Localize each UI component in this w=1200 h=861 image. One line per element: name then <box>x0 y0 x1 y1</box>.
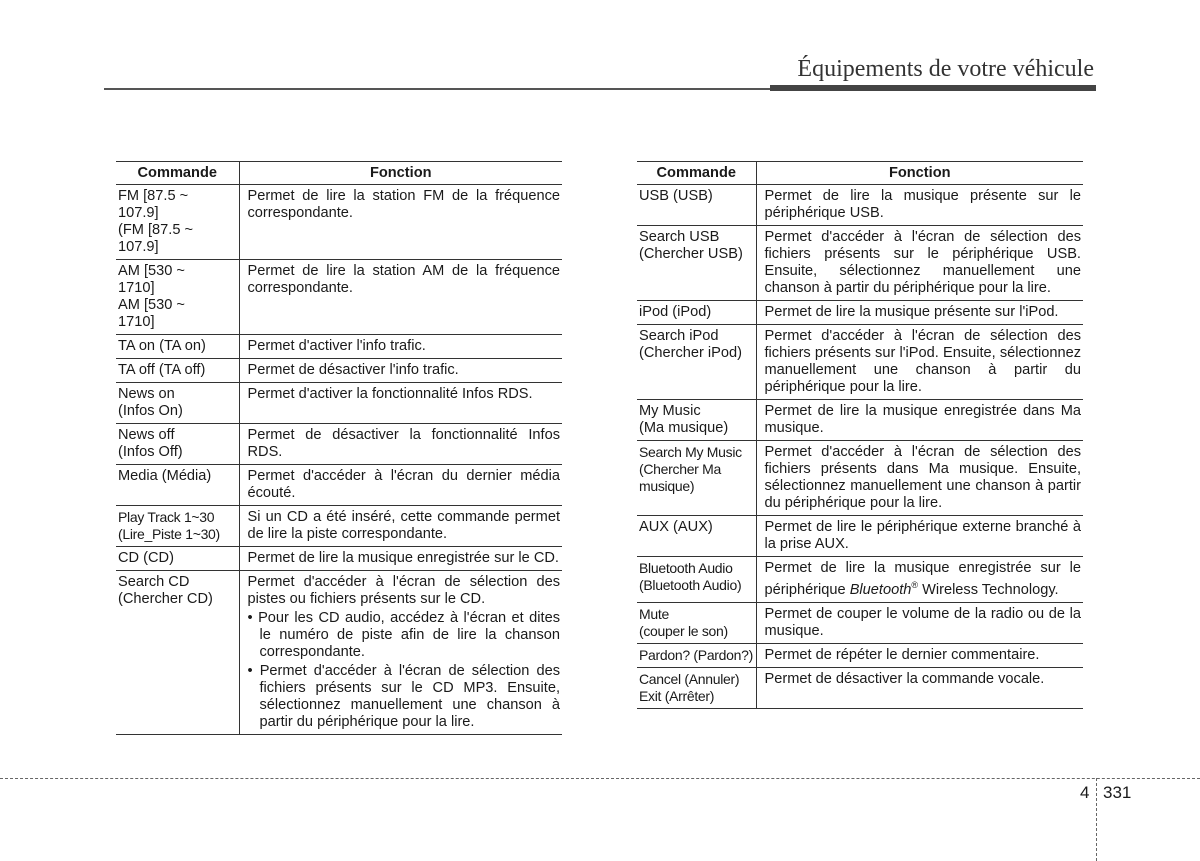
table-row <box>637 516 1083 557</box>
function-text: Permet de désactiver la fonctionnalité Infos RDS. <box>247 427 560 460</box>
function-cell <box>756 557 1083 603</box>
page-number: 331 <box>1103 783 1132 802</box>
command-cell <box>116 260 239 335</box>
command-text: (Chercher Ma <box>639 461 721 477</box>
function-cell <box>239 424 562 465</box>
command-text: Exit (Arrêter) <box>639 687 715 704</box>
command-cell <box>116 571 239 735</box>
function-cell <box>239 465 562 506</box>
table-row <box>116 260 562 335</box>
bullet-text: Permet d'accéder à l'écran de sélection des fichiers présents sur le CD MP3. Ensuite, sélectionnez manuellement une chanson à partir du périphérique pour la lire. <box>259 663 560 730</box>
function-text: Wireless Technology. <box>918 581 1059 598</box>
function-cell <box>756 185 1083 226</box>
command-text: (Lire_Piste 1~30) <box>118 526 220 542</box>
command-text: AUX (AUX) <box>639 519 713 535</box>
command-cell <box>116 424 239 465</box>
table-row <box>637 602 1083 643</box>
function-text: Permet d'accéder à l'écran de sélection des fichiers présents sur l'iPod. Ensuite, sélectionnez manuellement une chanson à partir du périphérique pour la lire. <box>764 328 1081 395</box>
command-text: (FM [87.5 ~ <box>118 222 194 238</box>
function-cell <box>756 325 1083 400</box>
command-cell <box>637 325 756 400</box>
command-cell <box>637 557 756 603</box>
command-text: FM [87.5 ~ <box>118 188 189 204</box>
table-row <box>116 571 562 735</box>
function-text: Permet d'accéder à l'écran de sélection des fichiers présents sur le périphérique USB. Ensuite, sélectionnez manuellement une chanson à partir du périphérique pour la lire. <box>764 229 1081 296</box>
table-row <box>637 325 1083 400</box>
command-text: Search USB <box>639 229 720 245</box>
function-text: Permet de lire la station FM de la fréquence correspondante. <box>247 188 560 221</box>
table-row <box>637 226 1083 301</box>
function-text: Permet de lire la musique enregistrée sur le CD. <box>247 550 559 566</box>
command-cell <box>637 667 756 708</box>
bullet-item <box>248 610 561 661</box>
command-table-left <box>116 161 562 735</box>
header-rule-accent <box>770 85 1096 91</box>
command-table-right <box>637 161 1083 709</box>
footer-divider <box>1096 778 1097 861</box>
command-text: My Music <box>639 403 701 419</box>
command-cell <box>637 185 756 226</box>
table-row <box>637 441 1083 516</box>
table-row <box>116 506 562 547</box>
function-text: Permet de désactiver la commande vocale. <box>764 670 1045 687</box>
column-header-command: Commande <box>116 162 239 185</box>
command-text: Bluetooth Audio <box>639 560 733 576</box>
table-row <box>637 185 1083 226</box>
function-cell <box>239 359 562 383</box>
table-row <box>637 400 1083 441</box>
function-text: Permet d'activer l'info trafic. <box>247 338 426 354</box>
function-cell <box>239 506 562 547</box>
command-text: iPod (iPod) <box>639 304 712 320</box>
table-row <box>116 359 562 383</box>
page-header-title: Équipements de votre véhicule <box>797 56 1094 82</box>
function-text: Permet d'activer la fonctionnalité Infos RDS. <box>247 386 533 402</box>
command-cell <box>116 185 239 260</box>
command-cell <box>637 400 756 441</box>
bullet-item <box>248 663 561 731</box>
command-cell <box>637 516 756 557</box>
command-cell <box>116 465 239 506</box>
function-cell <box>239 383 562 424</box>
function-cell <box>756 226 1083 301</box>
function-text: Permet de lire le périphérique externe branché à la prise AUX. <box>764 519 1081 552</box>
function-text: Permet d'accéder à l'écran de sélection des pistes ou fichiers présents sur le CD. <box>247 574 560 607</box>
command-cell <box>637 602 756 643</box>
command-text: (Chercher CD) <box>118 591 213 607</box>
function-text: Permet de désactiver l'info trafic. <box>247 362 459 378</box>
function-cell <box>239 185 562 260</box>
command-text: 107.9] <box>118 205 159 221</box>
table-row <box>637 301 1083 325</box>
command-text: AM [530 ~ <box>118 297 185 313</box>
command-text: Play Track 1~30 <box>118 509 215 525</box>
command-text: News off <box>118 427 175 443</box>
table-row <box>637 667 1083 708</box>
registered-mark: ® <box>911 580 919 590</box>
command-text: USB (USB) <box>639 188 713 204</box>
column-header-command: Commande <box>637 162 756 185</box>
command-cell <box>116 359 239 383</box>
function-cell <box>239 571 562 735</box>
bullet-text: Pour les CD audio, accédez à l'écran et dites le numéro de piste afin de lire la chanson correspondante. <box>258 610 560 660</box>
function-text: Permet d'accéder à l'écran du dernier média écouté. <box>247 468 560 501</box>
table-row <box>116 335 562 359</box>
command-text: 1710] <box>118 280 155 296</box>
bullet-icon: • <box>247 663 260 679</box>
command-text: 107.9] <box>118 239 159 255</box>
command-cell <box>116 383 239 424</box>
chapter-number: 4 <box>1080 783 1090 802</box>
command-text: Pardon? (Pardon?) <box>639 646 753 663</box>
command-text: Search iPod <box>639 328 719 344</box>
function-cell <box>239 260 562 335</box>
table-row <box>116 424 562 465</box>
command-text: TA on (TA on) <box>118 338 206 354</box>
column-header-function: Fonction <box>239 162 562 185</box>
command-text: (Ma musique) <box>639 420 729 436</box>
command-cell <box>116 335 239 359</box>
command-cell <box>637 441 756 516</box>
column-header-function: Fonction <box>756 162 1083 185</box>
command-text: Mute <box>639 605 669 622</box>
command-text: TA off (TA off) <box>118 362 206 378</box>
table-row <box>637 557 1083 603</box>
command-text: News on <box>118 386 175 402</box>
header-rule <box>104 88 770 90</box>
function-text: Permet de lire la station AM de la fréquence correspondante. <box>247 263 560 296</box>
command-text: (Infos Off) <box>118 444 183 460</box>
command-text: 1710] <box>118 314 155 330</box>
command-text: Search CD <box>118 574 190 590</box>
function-cell <box>756 602 1083 643</box>
command-text: (Chercher USB) <box>639 246 743 262</box>
table-row <box>116 547 562 571</box>
footer-rule <box>0 778 1200 779</box>
table-row <box>116 465 562 506</box>
command-text: CD (CD) <box>118 550 174 566</box>
function-cell <box>756 400 1083 441</box>
function-cell <box>756 441 1083 516</box>
function-text: Permet de lire la musique enregistrée dans Ma musique. <box>764 403 1081 436</box>
function-text: Si un CD a été inséré, cette commande permet de lire la piste correspondante. <box>247 509 560 542</box>
function-text: Permet de couper le volume de la radio ou de la musique. <box>764 605 1081 639</box>
function-text: Permet de répéter le dernier commentaire. <box>764 646 1040 663</box>
command-cell <box>637 301 756 325</box>
command-text: Search My Music <box>639 444 742 460</box>
function-cell <box>756 667 1083 708</box>
function-text: Permet de lire la musique présente sur l'iPod. <box>764 304 1059 320</box>
bullet-icon: • <box>247 610 259 626</box>
command-text: (Infos On) <box>118 403 183 419</box>
function-cell <box>756 516 1083 557</box>
function-cell <box>756 643 1083 667</box>
table-row <box>637 643 1083 667</box>
table-row <box>116 383 562 424</box>
command-cell <box>637 226 756 301</box>
command-text: Cancel (Annuler) <box>639 670 740 687</box>
function-cell <box>239 547 562 571</box>
command-text: musique) <box>639 478 695 494</box>
function-text: Permet de lire la musique présente sur le périphérique USB. <box>764 188 1081 221</box>
command-cell <box>637 643 756 667</box>
command-text: (Bluetooth Audio) <box>639 577 742 593</box>
function-text: Permet de lire la musique enregistrée sur le périphérique <box>764 560 1081 598</box>
function-text-italic: Bluetooth <box>849 581 912 598</box>
function-text: Permet d'accéder à l'écran de sélection des fichiers présents dans Ma musique. Ensuite, sélectionnez manuellement une chanson à partir du périphérique pour la lire. <box>764 444 1081 511</box>
function-cell <box>239 335 562 359</box>
command-cell <box>116 506 239 547</box>
table-row <box>116 185 562 260</box>
command-text: (Chercher iPod) <box>639 345 743 361</box>
command-text: Media (Média) <box>118 468 212 484</box>
command-text: (couper le son) <box>639 622 728 639</box>
command-cell <box>116 547 239 571</box>
function-cell <box>756 301 1083 325</box>
command-text: AM [530 ~ <box>118 263 185 279</box>
